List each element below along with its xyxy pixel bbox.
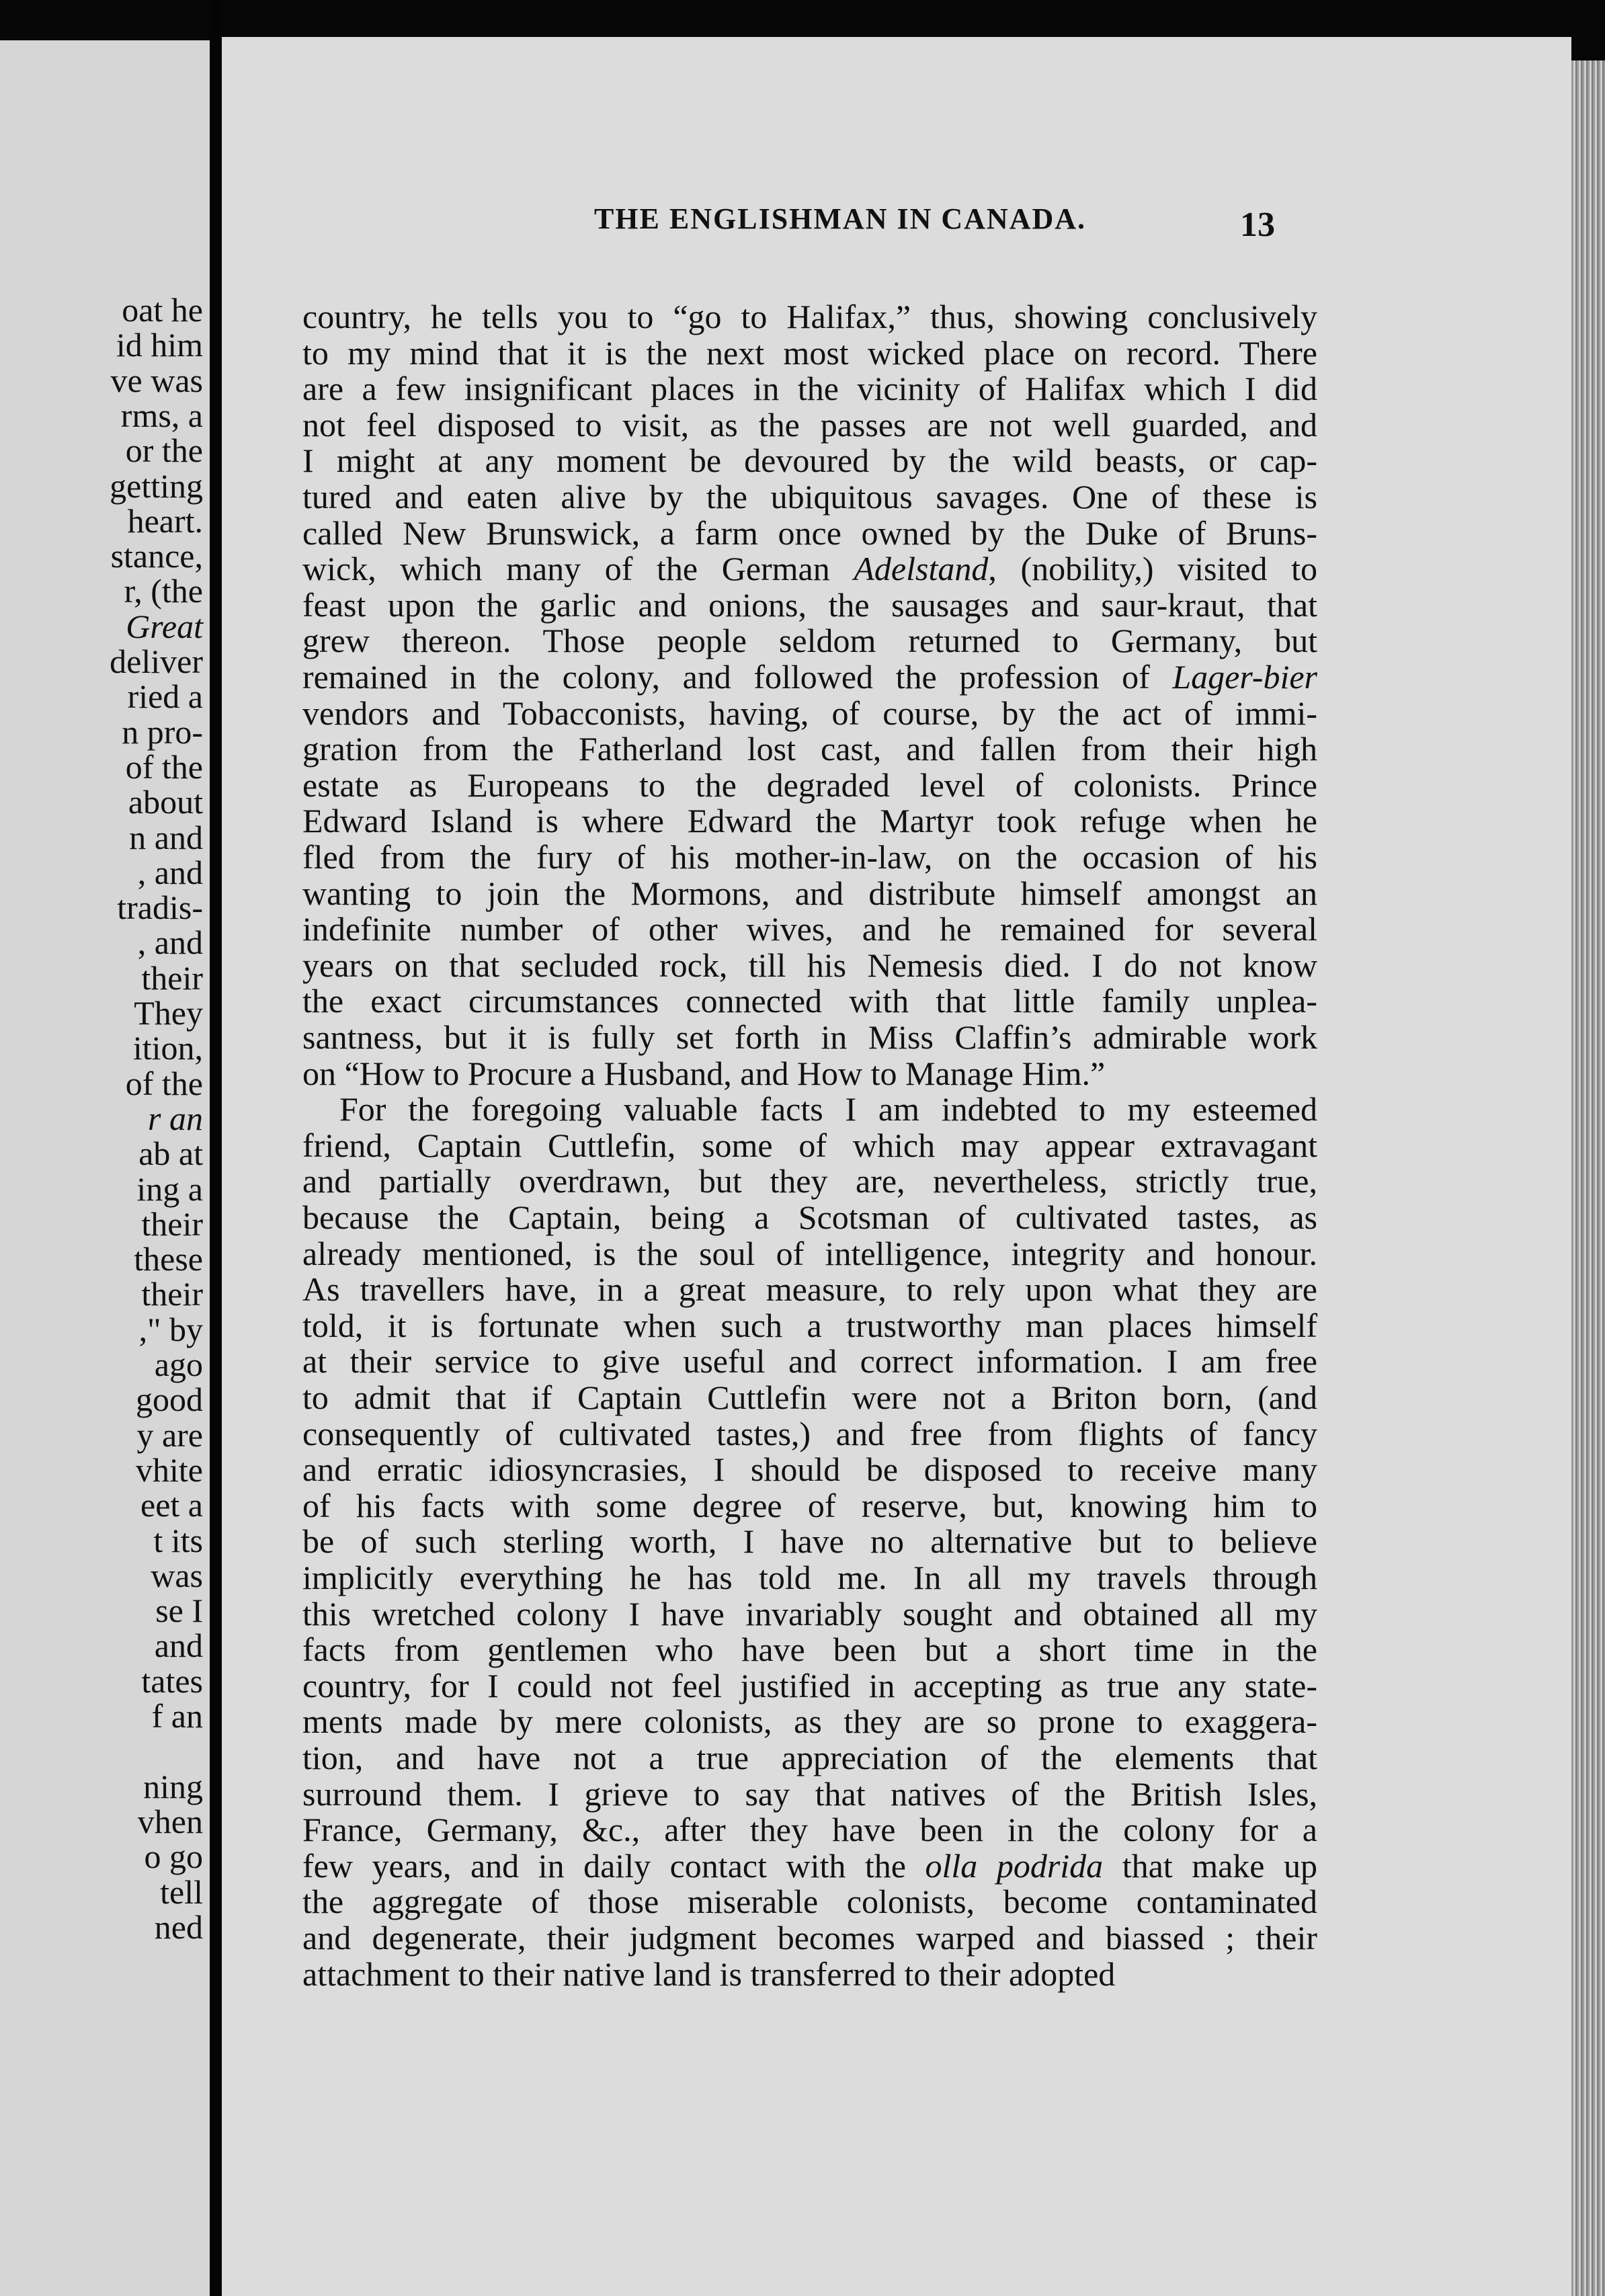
left-fragment-line: their [141, 1275, 203, 1313]
body-line: years on that secluded rock, till his Nemesis died. I do not know [302, 946, 1317, 984]
body-line: tured and eaten alive by the ubiquitous savages. One of these is [302, 478, 1317, 516]
left-fragment-line: ago [154, 1346, 203, 1383]
left-fragment-line: stance, [110, 537, 203, 575]
left-fragment-line: ," by [138, 1310, 203, 1348]
body-line: not feel disposed to visit, as the passes are not well guarded, and [302, 405, 1317, 444]
left-fragment-line: these [134, 1240, 203, 1278]
left-fragment-line: Great [126, 607, 203, 645]
body-line: and partially overdrawn, but they are, nevertheless, strictly true, [302, 1162, 1317, 1200]
running-header: THE ENGLISHMAN IN CANADA. [593, 202, 1087, 235]
left-fragment-line: o go [144, 1838, 203, 1876]
left-fragment-line: t its [153, 1521, 203, 1559]
body-line: country, for I could not feel justified in accepting as true any state- [302, 1666, 1317, 1705]
body-line: of his facts with some degree of reserve, but, knowing him to [302, 1486, 1317, 1524]
left-fragment-line: of the [125, 747, 203, 786]
body-line: santness, but it is fully set forth in Miss Claffin’s admirable work [302, 1018, 1317, 1056]
book-gutter [210, 0, 222, 2296]
body-line: France, Germany, &c., after they have been in the colony for a [302, 1811, 1317, 1849]
body-line: indefinite number of other wives, and he remained for several [302, 910, 1317, 948]
body-line: because the Captain, being a Scotsman of cultivated tastes, as [302, 1198, 1317, 1236]
body-line: For the foregoing valuable facts I am indebted to my esteemed [339, 1090, 1317, 1129]
body-line: I might at any moment be devoured by the wild beasts, or cap- [302, 442, 1317, 480]
body-line: the exact circumstances connected with that little family unplea- [302, 982, 1317, 1020]
left-fragment-line: id him [116, 326, 203, 364]
body-line: already mentioned, is the soul of intelligence, integrity and honour. [302, 1234, 1317, 1272]
body-line: are a few insignificant places in the vicinity of Halifax which I did [302, 370, 1317, 408]
left-fragment-line: rms, a [120, 396, 203, 434]
body-line: grew thereon. Those people seldom returned to Germany, but [302, 622, 1317, 660]
left-fragment-line: getting [110, 466, 203, 505]
body-line: fled from the fury of his mother-in-law, on the occasion of his [302, 838, 1317, 876]
left-fragment-line: ition, [132, 1029, 203, 1067]
body-line: consequently of cultivated tastes,) and free from flights of fancy [302, 1414, 1317, 1452]
left-fragment-line: or the [125, 432, 203, 470]
left-fragment-line: ve was [110, 361, 203, 399]
body-line: be of such sterling worth, I have no alternative but to believe [302, 1522, 1317, 1561]
body-line: to my mind that it is the next most wicked place on record. There [302, 333, 1317, 372]
body-line: vendors and Tobacconists, having, of course, by the act of immi- [302, 694, 1317, 732]
page-edge-stack [1571, 60, 1605, 2296]
body-line: called New Brunswick, a farm once owned by the Duke of Bruns- [302, 514, 1317, 552]
body-line: and degenerate, their judgment becomes warped and biassed ; their [302, 1919, 1317, 1957]
left-fragment-line: r an [148, 1099, 203, 1137]
left-fragment-line: tradis- [117, 889, 203, 927]
body-line: surround them. I grieve to say that natives of the British Isles, [302, 1774, 1317, 1813]
body-line: ments made by mere colonists, as they are so prone to exaggera- [302, 1703, 1317, 1741]
body-line: on “How to Procure a Husband, and How to Manage Him.” [302, 1054, 1106, 1092]
body-line: feast upon the garlic and onions, the sausages and saur-kraut, that [302, 585, 1317, 624]
left-fragment-line: oat he [122, 291, 203, 329]
body-line: gration from the Fatherland lost cast, and fallen from their high [302, 730, 1317, 768]
left-page-fragment [0, 40, 210, 2296]
left-fragment-line: ab at [138, 1135, 203, 1173]
body-line: wick, which many of the German Adelstand, (nobility,) visited to [302, 550, 1317, 588]
left-fragment-line: and [154, 1627, 203, 1665]
body-line: at their service to give useful and correct information. I am free [302, 1342, 1317, 1381]
left-fragment-line: eet a [140, 1486, 203, 1524]
body-line: to admit that if Captain Cuttlefin were not a Briton born, (and [302, 1379, 1317, 1416]
left-fragment-line: about [128, 783, 203, 821]
body-line: told, it is fortunate when such a trustworthy man places himself [302, 1306, 1317, 1344]
body-line: friend, Captain Cuttlefin, some of which may appear extravagant [302, 1126, 1317, 1164]
left-fragment-line: vhite [136, 1450, 203, 1489]
left-fragment-line: se I [155, 1592, 203, 1630]
body-line: the aggregate of those miserable colonists, become contaminated [302, 1883, 1317, 1921]
left-fragment-line: tell [160, 1873, 203, 1911]
body-line: wanting to join the Mormons, and distribute himself amongst an [302, 874, 1317, 912]
body-line: estate as Europeans to the degraded level of colonists. Prince [302, 766, 1317, 804]
body-line: remained in the colony, and followed the profession of Lager-bier [302, 658, 1317, 696]
left-fragment-line: ned [154, 1908, 203, 1946]
left-fragment-line: their [141, 958, 203, 997]
body-line: few years, and in daily contact with the olla podrida that make up [302, 1846, 1317, 1885]
left-fragment-line: ning [143, 1767, 203, 1805]
left-fragment-line: r, (the [124, 572, 203, 610]
page-number: 13 [1240, 206, 1275, 244]
left-fragment-line: heart. [127, 501, 203, 540]
left-fragment-line: , and [137, 853, 203, 891]
left-fragment-line: , and [137, 924, 203, 962]
left-fragment-line: good [136, 1381, 203, 1419]
body-line: As travellers have, in a great measure, to rely upon what they are [302, 1270, 1317, 1309]
body-line: tion, and have not a true appreciation of the elements that [302, 1739, 1317, 1776]
left-fragment-line: tates [141, 1662, 203, 1700]
body-line: attachment to their native land is transferred to their adopted [302, 1955, 1116, 1993]
left-fragment-line: They [134, 994, 203, 1032]
body-line: implicitly everything he has told me. In all my travels through [302, 1559, 1317, 1596]
body-line: Edward Island is where Edward the Martyr took refuge when he [302, 802, 1317, 840]
left-fragment-line: deliver [110, 643, 203, 680]
left-fragment-line: n and [129, 818, 203, 856]
body-line: facts from gentlemen who have been but a short time in the [302, 1631, 1317, 1669]
body-line: country, he tells you to “go to Halifax,” thus, showing conclusively [302, 298, 1317, 335]
left-fragment-line: their [141, 1204, 203, 1243]
left-fragment-line: of the [125, 1064, 203, 1102]
left-fragment-line: f an [151, 1697, 203, 1735]
body-line: and erratic idiosyncrasies, I should be disposed to receive many [302, 1450, 1317, 1489]
left-fragment-line: y are [136, 1416, 203, 1454]
left-fragment-line: n pro- [122, 712, 203, 751]
body-line: this wretched colony I have invariably sought and obtained all my [302, 1594, 1317, 1633]
left-fragment-line: ried a [127, 678, 203, 716]
left-fragment-line: ing a [136, 1170, 203, 1208]
left-fragment-line: was [151, 1556, 203, 1594]
left-fragment-line: vhen [137, 1802, 203, 1840]
